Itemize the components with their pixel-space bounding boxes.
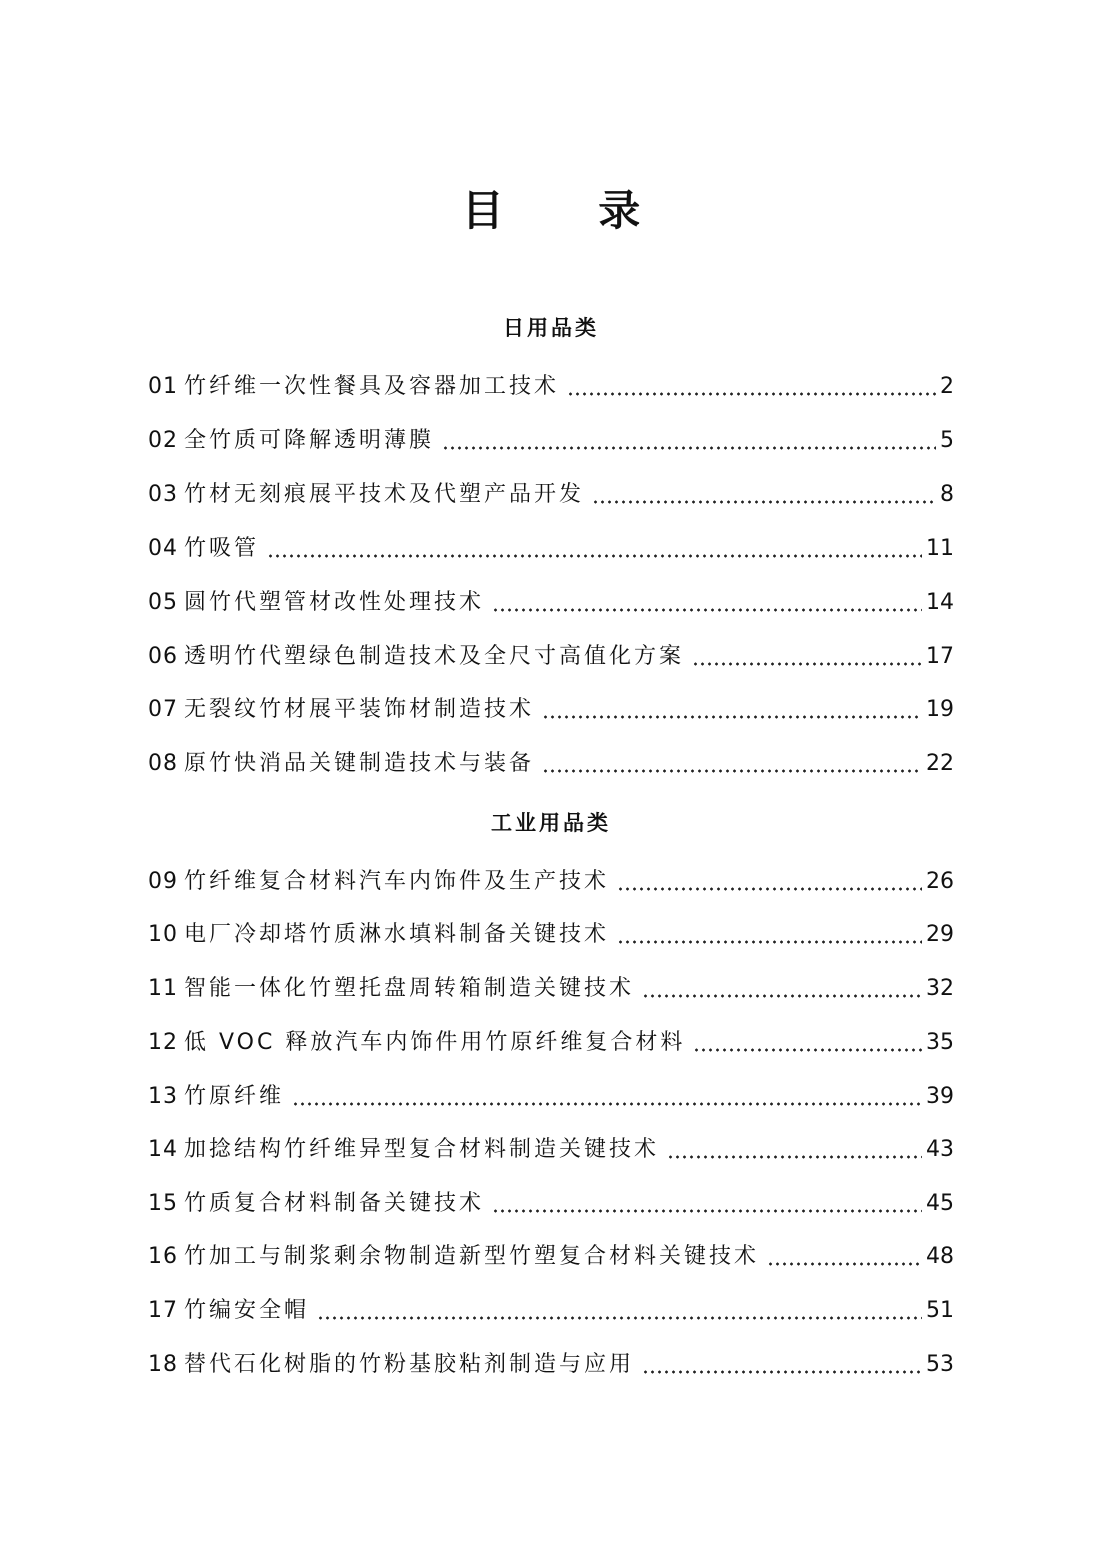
entry-number: 02 (148, 428, 178, 453)
dot-leader (617, 887, 922, 891)
entry-title: 透明竹代塑绿色制造技术及全尺寸高值化方案 (184, 644, 685, 669)
entry-page: 39 (926, 1084, 954, 1109)
entry-page: 45 (926, 1191, 954, 1216)
toc-entry[interactable] (148, 1294, 954, 1328)
entry-number: 12 (148, 1030, 178, 1055)
dot-leader (492, 608, 922, 612)
toc-entry[interactable] (148, 1240, 954, 1274)
dot-leader (667, 1155, 922, 1159)
entry-title: 竹吸管 (184, 536, 260, 561)
toc-entry[interactable] (148, 1187, 954, 1221)
dot-leader (567, 392, 936, 396)
section-heading-daily: 日用品类 (503, 315, 599, 340)
entry-title: 全竹质可降解透明薄膜 (184, 428, 435, 453)
dot-leader (542, 769, 922, 773)
toc-entry[interactable] (148, 424, 954, 458)
toc-entry[interactable] (148, 1133, 954, 1167)
entry-number: 18 (148, 1352, 178, 1377)
entry-title: 竹编安全帽 (184, 1298, 310, 1323)
dot-leader (642, 994, 922, 998)
entry-page: 32 (926, 976, 954, 1001)
entry-number: 09 (148, 869, 178, 894)
entry-number: 01 (148, 374, 178, 399)
dot-leader (767, 1262, 922, 1266)
toc-entry[interactable] (148, 972, 954, 1006)
entry-number: 03 (148, 482, 178, 507)
dot-leader (492, 1209, 922, 1213)
entry-page: 51 (926, 1298, 954, 1323)
entry-title: 无裂纹竹材展平装饰材制造技术 (184, 697, 535, 722)
entry-title: 圆竹代塑管材改性处理技术 (184, 590, 485, 615)
entry-number: 10 (148, 922, 178, 947)
dot-leader (292, 1102, 922, 1106)
entry-number: 16 (148, 1244, 178, 1269)
entry-page: 5 (940, 428, 954, 453)
entry-title: 加捻结构竹纤维异型复合材料制造关键技术 (184, 1137, 660, 1162)
entry-title: 竹纤维复合材料汽车内饰件及生产技术 (184, 869, 610, 894)
entry-title: 竹原纤维 (184, 1084, 285, 1109)
entry-number: 17 (148, 1298, 178, 1323)
entry-page: 29 (926, 922, 954, 947)
entry-number: 06 (148, 644, 178, 669)
entry-page: 43 (926, 1137, 954, 1162)
toc-entry[interactable] (148, 370, 954, 404)
entry-number: 14 (148, 1137, 178, 1162)
entry-number: 13 (148, 1084, 178, 1109)
entry-title: 替代石化树脂的竹粉基胶粘剂制造与应用 (184, 1352, 635, 1377)
entry-title: 电厂冷却塔竹质淋水填料制备关键技术 (184, 922, 610, 947)
entry-page: 2 (940, 374, 954, 399)
toc-entry[interactable] (148, 865, 954, 899)
toc-entry[interactable] (148, 1026, 954, 1060)
entry-number: 07 (148, 697, 178, 722)
dot-leader (317, 1316, 922, 1320)
dot-leader (542, 715, 922, 719)
entry-title: 原竹快消品关键制造技术与装备 (184, 751, 535, 776)
toc-entry[interactable] (148, 586, 954, 620)
entry-page: 11 (926, 536, 954, 561)
toc-entry[interactable] (148, 918, 954, 952)
entry-number: 04 (148, 536, 178, 561)
entry-number: 15 (148, 1191, 178, 1216)
entry-title: 竹加工与制浆剩余物制造新型竹塑复合材料关键技术 (184, 1244, 760, 1269)
toc-entry[interactable] (148, 1080, 954, 1114)
entry-number: 11 (148, 976, 178, 1001)
entry-page: 19 (926, 697, 954, 722)
dot-leader (617, 940, 922, 944)
toc-entry[interactable] (148, 532, 954, 566)
entry-page: 26 (926, 869, 954, 894)
entry-page: 14 (926, 590, 954, 615)
page-title: 目 录 (461, 186, 681, 235)
dot-leader (442, 446, 936, 450)
toc-entry[interactable] (148, 478, 954, 512)
entry-page: 22 (926, 751, 954, 776)
dot-leader (692, 662, 922, 666)
dot-leader (693, 1048, 922, 1052)
dot-leader (592, 500, 936, 504)
toc-entry[interactable] (148, 747, 954, 781)
section-heading-industrial: 工业用品类 (491, 810, 611, 835)
entry-page: 35 (926, 1030, 954, 1055)
toc-entry[interactable] (148, 1348, 954, 1382)
entry-title: 竹纤维一次性餐具及容器加工技术 (184, 374, 560, 399)
entry-title: 竹质复合材料制备关键技术 (184, 1191, 485, 1216)
entry-number: 05 (148, 590, 178, 615)
entry-page: 17 (926, 644, 954, 669)
toc-entry[interactable] (148, 640, 954, 674)
dot-leader (642, 1370, 922, 1374)
toc-entry[interactable] (148, 693, 954, 727)
dot-leader (267, 554, 922, 558)
entry-number: 08 (148, 751, 178, 776)
entry-page: 53 (926, 1352, 954, 1377)
entry-title: 竹材无刻痕展平技术及代塑产品开发 (184, 482, 585, 507)
entry-title: 低 VOC 释放汽车内饰件用竹原纤维复合材料 (184, 1030, 686, 1055)
entry-page: 48 (926, 1244, 954, 1269)
entry-title: 智能一体化竹塑托盘周转箱制造关键技术 (184, 976, 635, 1001)
entry-page: 8 (940, 482, 954, 507)
